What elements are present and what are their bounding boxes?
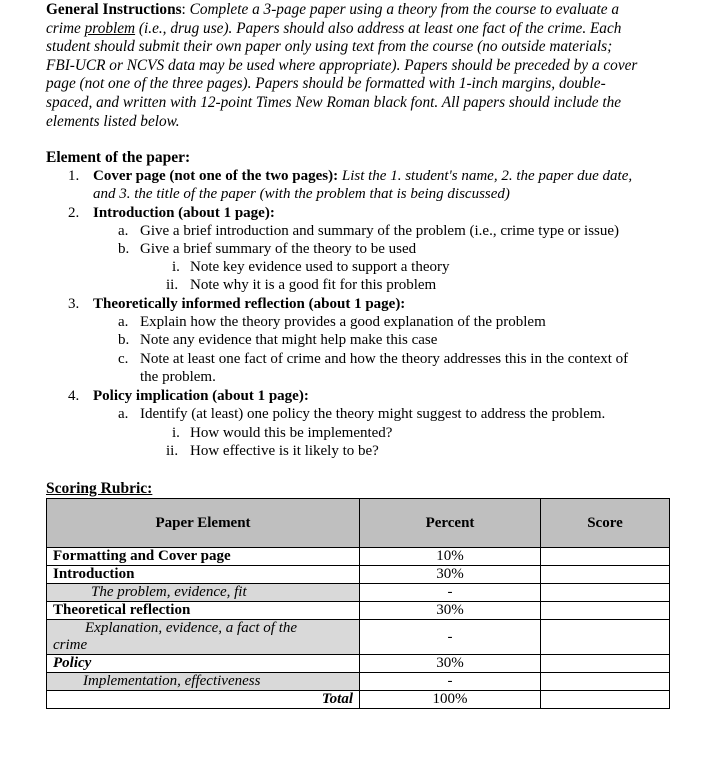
item-4ai-text: How would this be implemented? — [190, 425, 393, 441]
row-element: Implementation, effectiveness — [47, 673, 360, 691]
instructions-line-5: page (not one of the three pages). Papers should be formatted with 1-inch margins, double- — [46, 75, 606, 93]
item-2b-number: b. — [118, 241, 130, 257]
row-element: Formatting and Cover page — [47, 548, 360, 566]
item-1-title: Cover page (not one of the two pages): — [93, 168, 339, 184]
item-3c-number: c. — [118, 351, 129, 367]
table-row — [47, 620, 670, 655]
item-4a-text: Identify (at least) one policy the theory might suggest to address the problem. — [140, 406, 606, 422]
table-row — [47, 602, 670, 620]
item-3a-text: Explain how the theory provides a good explanation of the problem — [140, 314, 546, 330]
table-row — [47, 584, 670, 602]
general-instructions — [46, 1, 678, 131]
row-percent: - — [360, 584, 541, 602]
row-element: The problem, evidence, fit — [47, 584, 360, 602]
item-2bi-number: i. — [172, 259, 180, 275]
row-score — [541, 566, 670, 584]
table-row-total — [47, 691, 670, 709]
instructions-line-3: student should submit their own paper only using text from the course (no outside materials; — [46, 38, 613, 56]
rubric-header-row — [47, 499, 670, 548]
row-score — [541, 673, 670, 691]
item-2-title: Introduction (about 1 page): — [93, 205, 275, 221]
header-paper-element: Paper Element — [47, 499, 360, 548]
item-4aii-number: ii. — [166, 443, 179, 459]
instructions-line-2: crime problem (i.e., drug use). Papers should also address at least one fact of the crime. Each — [46, 19, 622, 37]
row-score — [541, 620, 670, 655]
item-1-number: 1. — [68, 168, 80, 184]
row-element: Theoretical reflection — [47, 602, 360, 620]
row-percent: - — [360, 673, 541, 691]
item-4ai-number: i. — [172, 425, 180, 441]
rubric-heading: Scoring Rubric: — [46, 480, 153, 497]
item-2a-text: Give a brief introduction and summary of the problem (i.e., crime type or issue) — [140, 223, 620, 239]
header-percent: Percent — [360, 499, 541, 548]
instructions-line-4: FBI-UCR or NCVS data may be used where appropriate). Papers should be preceded by a cover — [46, 56, 638, 74]
item-3-number: 3. — [68, 296, 80, 312]
row-percent: 30% — [360, 655, 541, 673]
instructions-line-6: spaced, and written with 12-point Times New Roman black font. All papers should include the — [46, 93, 622, 111]
item-1-desc-2: and 3. the title of the paper (with the problem that is being discussed) — [93, 186, 510, 202]
row-element: Total — [47, 691, 360, 709]
row-percent: - — [360, 620, 541, 655]
row-element: Policy — [47, 655, 360, 673]
row-score — [541, 655, 670, 673]
item-1-line: Cover page (not one of the two pages): List the 1. student's name, 2. the paper due date, — [93, 168, 633, 184]
item-3b-text: Note any evidence that might help make this case — [140, 332, 438, 348]
item-3c-text-2: the problem. — [140, 369, 216, 385]
item-2bii-number: ii. — [166, 277, 179, 293]
table-row — [47, 673, 670, 691]
instructions-line-7: elements listed below. — [46, 112, 180, 130]
row-percent: 30% — [360, 602, 541, 620]
item-2bi-text: Note key evidence used to support a theory — [190, 259, 450, 275]
item-3-title: Theoretically informed reflection (about 1 page): — [93, 296, 406, 312]
row-percent: 100% — [360, 691, 541, 709]
header-score: Score — [541, 499, 670, 548]
table-row — [47, 566, 670, 584]
row-element: Introduction — [47, 566, 360, 584]
row-score — [541, 602, 670, 620]
item-2-number: 2. — [68, 205, 80, 221]
item-4-title: Policy implication (about 1 page): — [93, 388, 309, 404]
rubric-table — [46, 498, 670, 709]
table-row — [47, 548, 670, 566]
row-score — [541, 584, 670, 602]
item-3c-text: Note at least one fact of crime and how the theory addresses this in the context of — [140, 351, 629, 367]
problem-underlined: problem — [84, 19, 136, 37]
item-3b-number: b. — [118, 332, 130, 348]
item-3a-number: a. — [118, 314, 129, 330]
item-4a-number: a. — [118, 406, 129, 422]
elements-heading: Element of the paper: — [46, 149, 191, 166]
item-4-number: 4. — [68, 388, 80, 404]
instructions-label: General Instructions — [46, 1, 182, 18]
item-2bii-text: Note why it is a good fit for this problem — [190, 277, 437, 293]
item-2a-number: a. — [118, 223, 129, 239]
row-percent: 10% — [360, 548, 541, 566]
instructions-line-1: General Instructions: Complete a 3-page paper using a theory from the course to evaluate a — [46, 1, 619, 18]
table-row — [47, 655, 670, 673]
item-2b-text: Give a brief summary of the theory to be used — [140, 241, 417, 257]
row-score — [541, 548, 670, 566]
row-element: Explanation, evidence, a fact of the crime — [47, 620, 360, 655]
item-4aii-text: How effective is it likely to be? — [190, 443, 379, 459]
row-score — [541, 691, 670, 709]
row-percent: 30% — [360, 566, 541, 584]
